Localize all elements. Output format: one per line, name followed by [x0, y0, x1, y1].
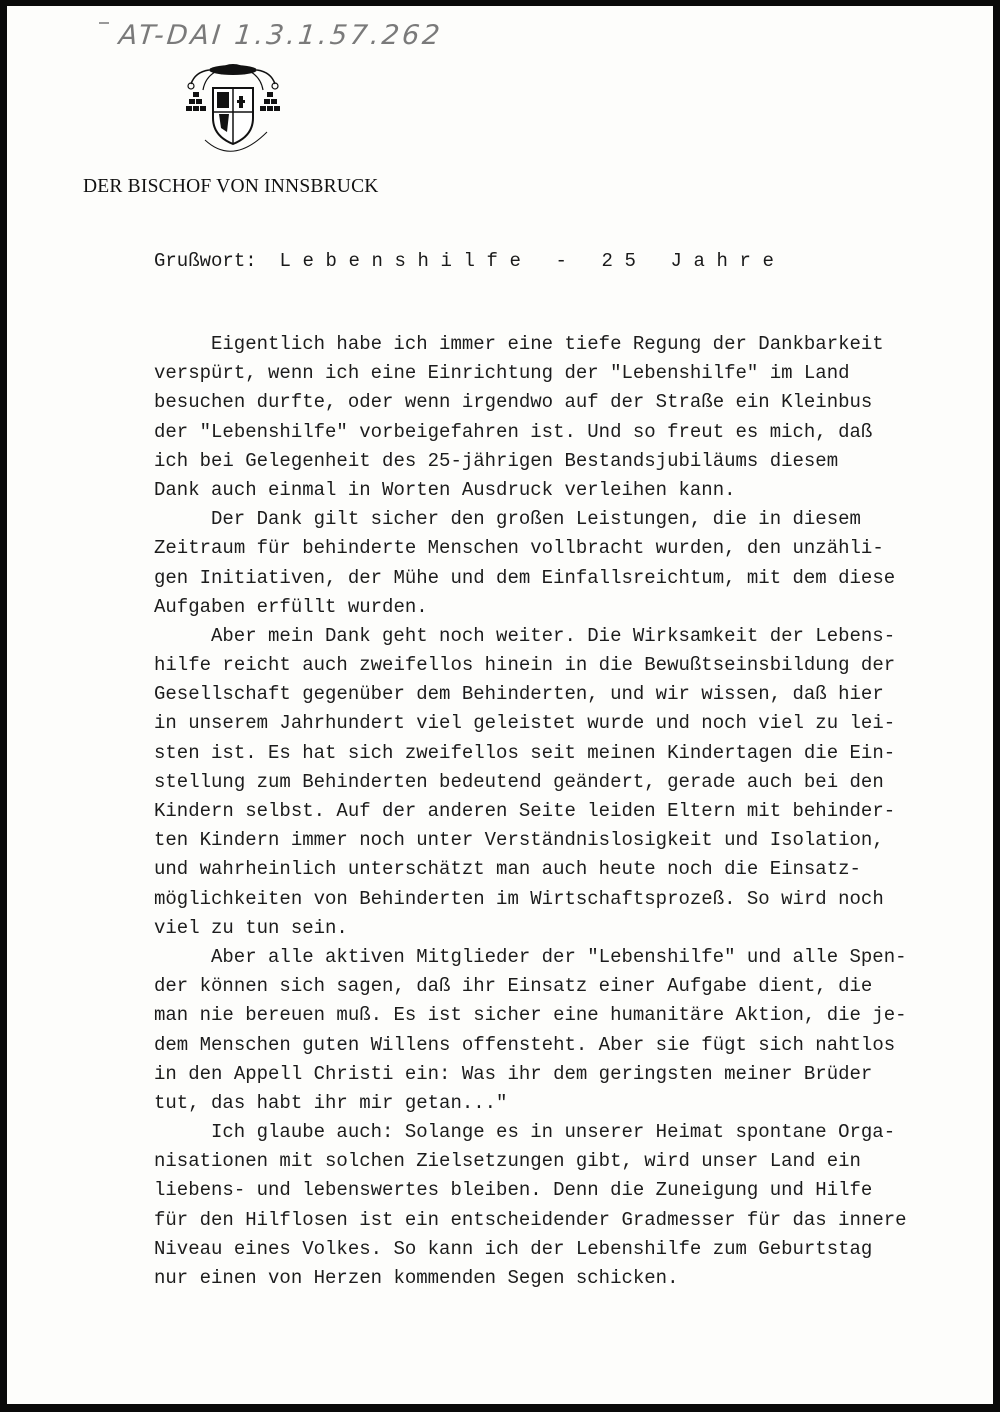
paragraph-3-line: sten ist. Es hat sich zweifellos seit meinen Kindertagen die Ein-: [154, 741, 896, 764]
paragraph-4-line: in den Appell Christi ein: Was ihr dem geringsten meiner Brüder: [154, 1062, 873, 1085]
paragraph-5-line: Ich glaube auch: Solange es in unserer Heimat spontane Orga-: [211, 1121, 896, 1144]
paragraph-3-line: möglichkeiten von Behinderten im Wirtschaftsprozeß. So wird noch: [154, 887, 884, 910]
paragraph-1-line: besuchen durfte, oder wenn irgendwo auf der Straße ein Kleinbus: [154, 391, 873, 414]
paragraph-3-line: Kindern selbst. Auf der anderen Seite leiden Eltern mit behinder-: [154, 800, 896, 822]
paragraph-4-line: tut, das habt ihr mir getan...": [154, 1091, 508, 1114]
paragraph-2-line: Der Dank gilt sicher den großen Leistungen, die in diesem: [211, 508, 861, 531]
document-title: [154, 250, 785, 272]
paragraph-5-line: für den Hilflosen ist ein entscheidender Gradmesser für das innere: [154, 1208, 907, 1231]
paragraph-4-line: Aber alle aktiven Mitglieder der "Lebenshilfe" und alle Spen-: [211, 945, 907, 968]
paragraph-3-line: hilfe reicht auch zweifellos hinein in die Bewußtseinsbildung der: [154, 654, 896, 677]
paragraph-3-line: viel zu tun sein.: [154, 916, 348, 939]
title-label: Grußwort:: [154, 250, 257, 272]
paragraph-1-line: Eigentlich habe ich immer eine tiefe Regung der Dankbarkeit: [211, 333, 884, 355]
paragraph-5-line: nisationen mit solchen Zielsetzungen gibt, wird unser Land ein: [154, 1150, 861, 1173]
letterhead-sender: DER BISCHOF VON INNSBRUCK: [83, 176, 379, 197]
paragraph-1-line: ich bei Gelegenheit des 25-jährigen Bestandsjubiläums diesem: [154, 449, 839, 472]
paragraph-5-line: Niveau eines Volkes. So kann ich der Lebenshilfe zum Geburtstag: [154, 1237, 873, 1260]
episcopal-crest-icon: [181, 62, 285, 172]
paragraph-3-line: Gesellschaft gegenüber dem Behinderten, und wir wissen, daß hier: [154, 683, 884, 706]
archive-reference: AT-DAI 1.3.1.57.262: [117, 20, 445, 51]
paragraph-3-line: ten Kindern immer noch unter Verständnislosigkeit und Isolation,: [154, 829, 884, 852]
paragraph-3-line: stellung zum Behinderten bedeutend geändert, gerade auch bei den: [154, 770, 884, 793]
archive-mark-dash: [99, 22, 109, 24]
paragraph-5-line: nur einen von Herzen kommenden Segen schicken.: [154, 1267, 679, 1289]
paragraph-4-line: man nie bereuen muß. Es ist sicher eine humanitäre Aktion, die je-: [154, 1004, 907, 1027]
paragraph-1-line: verspürt, wenn ich eine Einrichtung der "Lebenshilfe" im Land: [154, 362, 850, 385]
paragraph-4-line: der können sich sagen, daß ihr Einsatz einer Aufgabe dient, die: [154, 975, 873, 998]
paragraph-2-line: Zeitraum für behinderte Menschen vollbracht wurden, den unzähli-: [154, 537, 884, 560]
paragraph-3-line: in unserem Jahrhundert viel geleistet wurde und noch viel zu lei-: [154, 712, 896, 735]
paragraph-1-line: der "Lebenshilfe" vorbeigefahren ist. Und so freut es mich, daß: [154, 420, 873, 443]
paragraph-3-line: und wahrheinlich unterschätzt man auch heute noch die Einsatz-: [154, 858, 861, 881]
letter-body: [154, 330, 954, 1293]
paragraph-4-line: dem Menschen guten Willens offensteht. Aber sie fügt sich nahtlos: [154, 1033, 896, 1056]
paragraph-2-line: gen Initiativen, der Mühe und dem Einfallsreichtum, mit dem diese: [154, 566, 896, 589]
paragraph-5-line: liebens- und lebenswertes bleiben. Denn die Zuneigung und Hilfe: [154, 1179, 873, 1202]
title-subject: Lebenshilfe - 25 Jahre: [279, 250, 786, 272]
paragraph-1-line: Dank auch einmal in Worten Ausdruck verleihen kann.: [154, 478, 736, 501]
paragraph-3-line: Aber mein Dank geht noch weiter. Die Wirksamkeit der Lebens-: [211, 624, 896, 647]
paragraph-2-line: Aufgaben erfüllt wurden.: [154, 595, 428, 618]
document-page: [7, 6, 993, 1404]
